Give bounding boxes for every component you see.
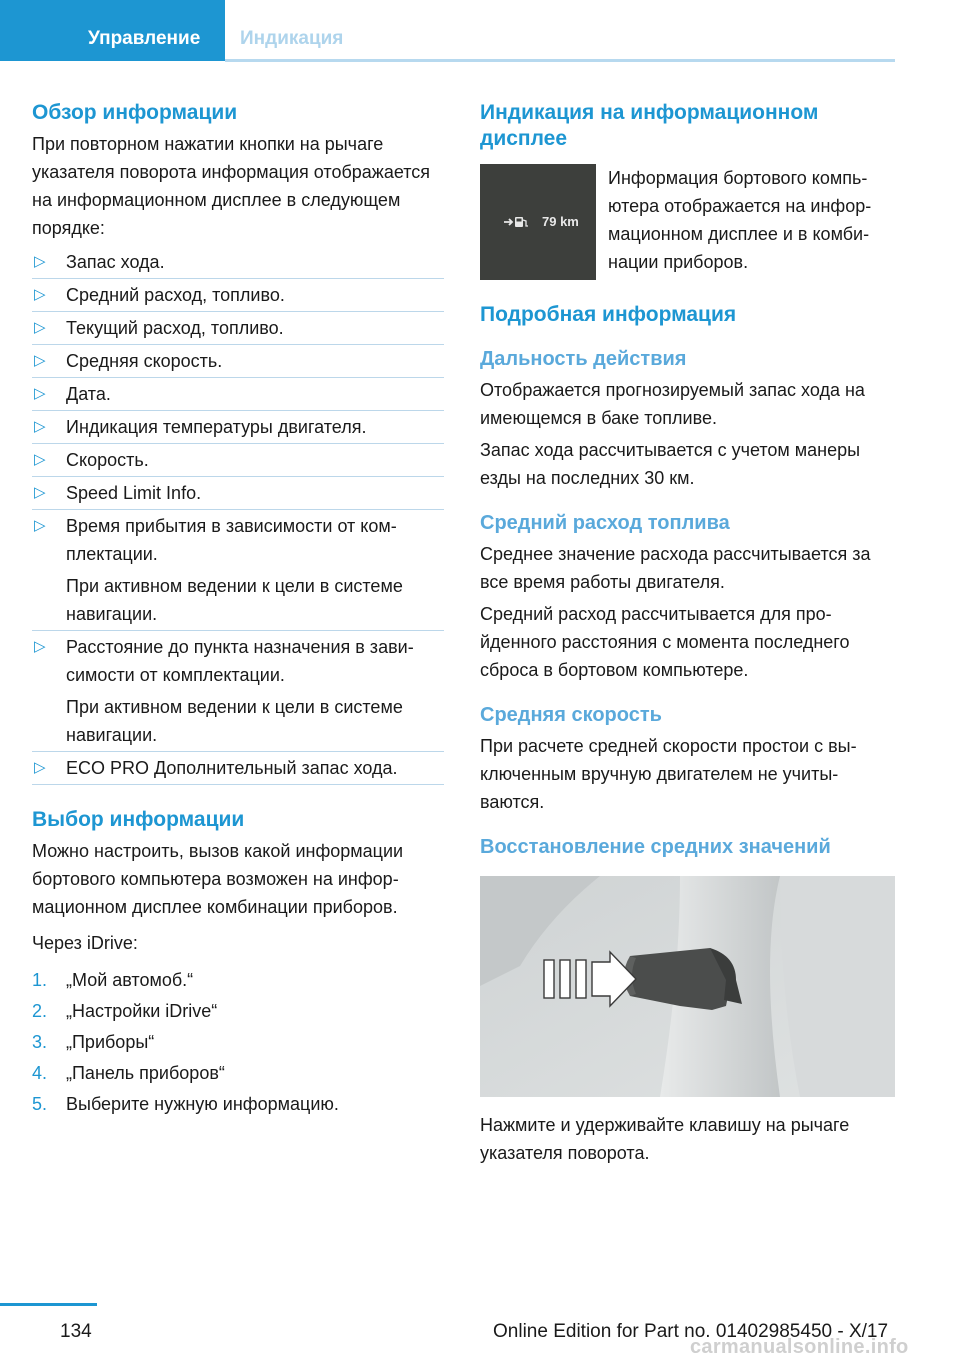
info-list-item-note: При активном ведении к цели в системе навигации.: [66, 697, 403, 745]
info-list-item: [32, 444, 444, 477]
range-heading: Дальность действия: [480, 348, 687, 370]
avg-consumption-heading: Средний расход топлива: [480, 512, 730, 534]
tab-controls[interactable]: Управление: [88, 28, 201, 49]
triangle-bullet-icon: ▷: [34, 286, 46, 303]
idrive-step: [32, 1027, 444, 1058]
info-list-item-text: Время прибытия в зависимости от комплектации.: [66, 516, 397, 564]
avg-speed-text: При расчете средней скорости простои с выключенным вручную двигателем не учитываются.: [480, 736, 857, 812]
info-list-item-text: Speed Limit Info.: [66, 483, 202, 503]
triangle-bullet-icon: ▷: [34, 484, 46, 501]
right-column: [480, 100, 896, 1167]
step-number: 3.: [32, 1032, 48, 1052]
footer-rule: [0, 1303, 97, 1306]
info-list-item-text: Расстояние до пункта назначения в зависимости от комплектации.: [66, 637, 414, 685]
triangle-bullet-icon: ▷: [34, 418, 46, 435]
step-text: „Мой автомоб.“: [66, 970, 194, 990]
tab-displays[interactable]: Индикация: [240, 28, 344, 49]
info-list-item: [32, 246, 444, 279]
info-list-item-text: Дата.: [66, 384, 111, 404]
info-list-item-text: Средняя скорость.: [66, 351, 223, 371]
idrive-steps-list: [32, 965, 444, 1120]
detail-heading: Подробная информация: [480, 303, 737, 326]
info-list-item-note: При активном ведении к цели в системе навигации.: [66, 576, 403, 624]
info-list-item-text: Текущий расход, топливо.: [66, 318, 284, 338]
info-list-item-text: Индикация температуры двигателя.: [66, 417, 367, 437]
info-display-image: [480, 164, 596, 280]
triangle-bullet-icon: ▷: [34, 319, 46, 336]
idrive-step: [32, 965, 444, 996]
fuel-range-icon: [504, 215, 534, 229]
info-list-item: [32, 312, 444, 345]
info-list-item-text: Запас хода.: [66, 252, 165, 272]
idrive-step: [32, 1058, 444, 1089]
range-text-2: Запас хода рассчитывается с учетом манеры езды на последних 30 км.: [480, 440, 861, 488]
reset-caption: Нажмите и удерживайте клавишу на рычаге указателя поворота.: [480, 1115, 850, 1163]
select-heading: Выбор информации: [32, 808, 245, 831]
step-number: 2.: [32, 1001, 48, 1021]
triangle-bullet-icon: ▷: [34, 451, 46, 468]
step-number: 1.: [32, 970, 48, 990]
display-description: Информация бортового компьютера отображается на информационном дисплее и в комбинации приборов.: [608, 168, 872, 272]
avg-consumption-text-1: Среднее значение расхода рассчитывается за все время работы двигателя.: [480, 544, 871, 592]
overview-intro: При повторном нажатии кнопки на рычаге указателя поворота информация отображается на информационном дисплее в следующем порядке:: [32, 134, 431, 238]
turn-signal-lever-illustration: [480, 876, 895, 1097]
triangle-bullet-icon: ▷: [34, 638, 46, 655]
avg-speed-heading: Средняя скорость: [480, 704, 662, 726]
info-list-item: [32, 378, 444, 411]
avg-consumption-text-2: Средний расход рассчитывается для пройденного расстояния с момента последнего сброса в бортовом компьютере.: [480, 604, 850, 680]
info-order-list: [32, 246, 444, 785]
display-range-value: 79 km: [542, 214, 579, 229]
triangle-bullet-icon: ▷: [34, 517, 46, 534]
info-list-item-text: Средний расход, топливо.: [66, 285, 285, 305]
idrive-step: [32, 1089, 444, 1120]
triangle-bullet-icon: ▷: [34, 385, 46, 402]
reset-heading: Восстановление средних значений: [480, 836, 831, 858]
step-text: Выберите нужную информацию.: [66, 1094, 339, 1114]
triangle-bullet-icon: ▷: [34, 352, 46, 369]
info-list-item: [32, 279, 444, 312]
watermark: carmanualsonline.info: [690, 1336, 909, 1358]
info-list-item-text: Скорость.: [66, 450, 149, 470]
triangle-bullet-icon: ▷: [34, 759, 46, 776]
info-list-item-text: ECO PRO Дополнительный запас хода.: [66, 758, 398, 778]
page-number: 134: [60, 1321, 92, 1342]
range-text-1: Отображается прогнозируемый запас хода на имеющемся в баке топливе.: [480, 380, 865, 428]
info-list-item: [32, 477, 444, 510]
select-intro: Можно настроить, вызов какой информации бортового компьютера возможен на информационном дисплее комбинации приборов.: [32, 841, 404, 917]
idrive-step: [32, 996, 444, 1027]
edition-label: Online Edition for Part no. 01402985450 - X/17: [493, 1321, 889, 1342]
header-rule: [225, 59, 895, 62]
step-text: „Приборы“: [66, 1032, 155, 1052]
info-list-item: [32, 752, 444, 785]
display-heading: Индикация на информационном дисплее: [480, 101, 819, 150]
step-text: „Настройки iDrive“: [66, 1001, 218, 1021]
step-text: „Панель приборов“: [66, 1063, 225, 1083]
left-column: [32, 100, 444, 1120]
step-number: 4.: [32, 1063, 48, 1083]
step-number: 5.: [32, 1094, 48, 1114]
info-list-item: [32, 510, 444, 631]
info-list-item: [32, 411, 444, 444]
triangle-bullet-icon: ▷: [34, 253, 46, 270]
via-idrive-label: Через iDrive:: [32, 933, 138, 953]
info-list-item: [32, 631, 444, 752]
overview-heading: Обзор информации: [32, 101, 238, 124]
info-list-item: [32, 345, 444, 378]
